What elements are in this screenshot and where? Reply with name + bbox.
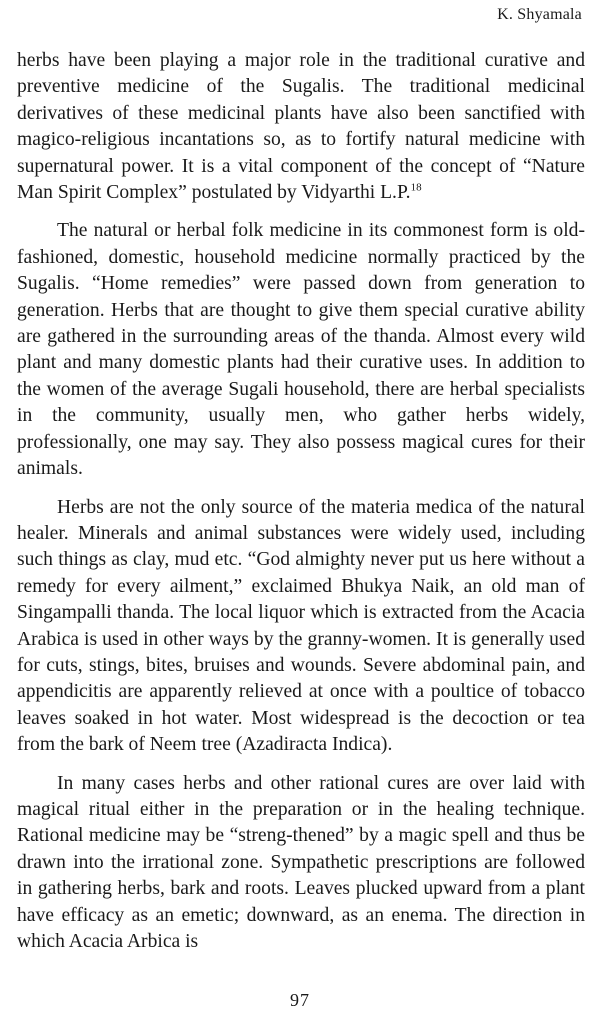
paragraph-4: In many cases herbs and other rational cures are over laid with magical ritual either in the preparation or in the healing technique. Rational medicine may be “streng-thened” by a magic spell and thus be drawn into the irrational zone. Sympathetic prescriptions are followed in gathering herbs, bark and roots. Leaves plucked upward from a plant have efficacy as an emetic; downward, as an enema. The direction in which Acacia Arbica is <box>17 772 585 952</box>
paragraph-1-text: herbs have been playing a major role in the traditional curative and preventive medicine of the Sugalis. The traditional medicinal derivatives of these medicinal plants have also been sanctified with magico-religious incantations so, as to fortify natural medicine with supernatural power. It is a vital component of the concept of “Nature Man Spirit Complex” postulated by Vidyarthi L.P. <box>17 50 585 204</box>
body-text <box>17 48 585 955</box>
footnote-marker: 18 <box>410 181 422 194</box>
paragraph-2: The natural or herbal folk medicine in its commonest form is old-fashioned, domestic, household medicine normally practiced by the Sugalis. “Home remedies” were passed down from generation to generation. Herbs that are thought to give them special curative ability are gathered in the surrounding areas of the thanda. Almost every wild plant and many domestic plants had their curative uses. In addition to the women of the average Sugali household, there are herbal specialists in the community, usually men, who gather herbs widely, professionally, one may say. They also possess magical cures for their animals. <box>17 220 585 480</box>
page-number: 97 <box>290 990 310 1010</box>
running-header-author: K. Shyamala <box>497 6 582 23</box>
paragraph-3: Herbs are not the only source of the materia medica of the natural healer. Minerals and animal substances were widely used, including such things as clay, mud etc. “God almighty never put us here without a remedy for every ailment,” exclaimed Bhukya Naik, an old man of Singampalli thanda. The local liquor which is extracted from the Acacia Arabica is used in other ways by the granny-women. It is generally used for cuts, stings, bites, bruises and wounds. Severe abdominal pain, and appendicitis are apparently relieved at once with a poultice of tobacco leaves soaked in hot water. Most widespread is the decoction or tea from the bark of Neem tree (Azadiracta Indica). <box>17 496 585 756</box>
paragraph-1 <box>17 48 585 206</box>
